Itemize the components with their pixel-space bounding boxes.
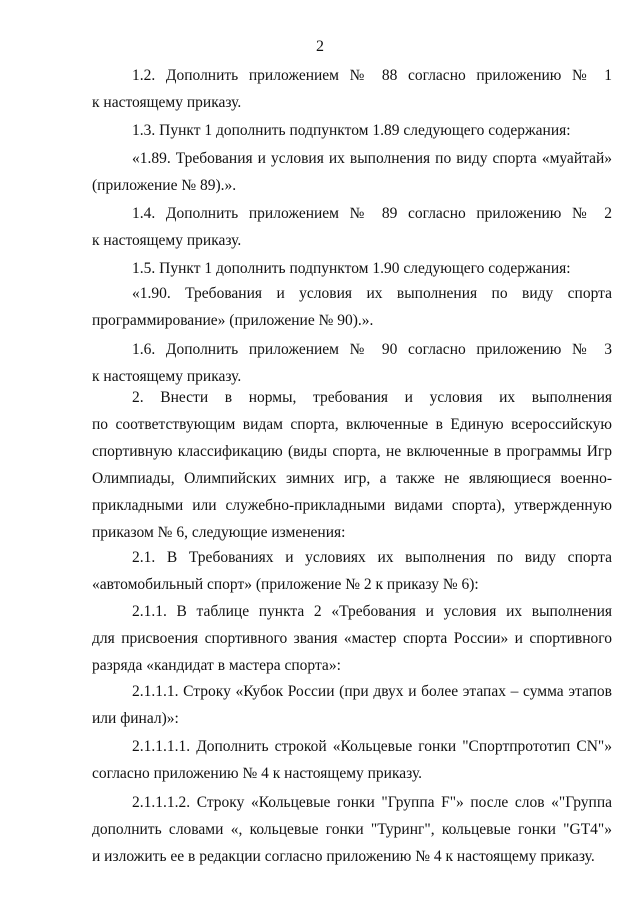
paragraph-line: 2.1. В Требованиях и условиях их выполнения по виду спорта [132, 549, 612, 566]
paragraph-line: дополнить словами «, кольцевые гонки "Туринг", кольцевые гонки "GT4"» [92, 821, 612, 838]
paragraph-line: программирование» (приложение № 90).». [92, 312, 374, 329]
paragraph [92, 200, 612, 254]
paragraph [92, 255, 612, 282]
paragraph-line: или финал)»: [92, 710, 179, 727]
paragraph-line: 1.2. Дополнить приложением № 88 согласно приложению № 1 [132, 67, 612, 84]
paragraph-line: согласно приложению № 4 к настоящему приказу. [92, 765, 423, 782]
paragraph [92, 145, 612, 199]
paragraph-line: к настоящему приказу. [92, 368, 242, 385]
paragraph-line: 2.1.1. В таблице пункта 2 «Требования и условия их выполнения [132, 603, 612, 620]
paragraph [92, 280, 612, 334]
paragraph-line: по соответствующим видам спорта, включенные в Единую всероссийскую [92, 416, 612, 433]
paragraph-line: приказом № 6, следующие изменения: [92, 524, 346, 541]
page-number: 2 [316, 38, 324, 55]
paragraph-line: спортивную классификацию (виды спорта, не включенные в программы Игр [92, 443, 612, 460]
paragraph-line: разряда «кандидат в мастера спорта»: [92, 657, 341, 674]
paragraph-line: 2.1.1.1. Строку «Кубок России (при двух и более этапах – сумма этапов [132, 683, 612, 700]
paragraph-line: прикладными или служебно-прикладными видами спорта), утвержденную [92, 497, 612, 514]
paragraph-line: 1.3. Пункт 1 дополнить подпунктом 1.89 следующего содержания: [132, 122, 571, 139]
paragraph-line: «автомобильный спорт» (приложение № 2 к приказу № 6): [92, 576, 479, 593]
paragraph-line: Олимпиады, Олимпийских зимних игр, а также не являющиеся военно- [92, 470, 612, 487]
paragraph-line: «1.89. Требования и условия их выполнения по виду спорта «муайтай» [132, 150, 612, 167]
paragraph-line: «1.90. Требования и условия их выполнения по виду спорта [132, 285, 612, 302]
paragraph [92, 598, 612, 679]
paragraph-line: 1.5. Пункт 1 дополнить подпунктом 1.90 следующего содержания: [132, 260, 571, 277]
paragraph-line: к настоящему приказу. [92, 232, 242, 249]
paragraph-line: для присвоения спортивного звания «мастер спорта России» и спортивного [92, 630, 612, 647]
paragraph-line: (приложение № 89).». [92, 177, 237, 194]
paragraph [92, 789, 612, 870]
paragraph-line: 1.6. Дополнить приложением № 90 согласно приложению № 3 [132, 341, 612, 358]
paragraph-line: и изложить ее в редакции согласно приложению № 4 к настоящему приказу. [92, 848, 595, 865]
paragraph [92, 62, 612, 116]
paragraph [92, 544, 612, 598]
paragraph [92, 336, 612, 390]
paragraph-line: 1.4. Дополнить приложением № 89 согласно приложению № 2 [132, 205, 612, 222]
paragraph-line: 2. Внести в нормы, требования и условия их выполнения [132, 389, 612, 406]
paragraph [92, 117, 612, 144]
paragraph-line: 2.1.1.1.1. Дополнить строкой «Кольцевые гонки "Спортпрототип CN"» [132, 738, 612, 755]
paragraph-line: к настоящему приказу. [92, 94, 242, 111]
paragraph [92, 678, 612, 732]
paragraph [92, 384, 612, 546]
paragraph-line: 2.1.1.1.2. Строку «Кольцевые гонки "Группа F"» после слов «"Группа [132, 794, 612, 811]
paragraph [92, 733, 612, 787]
